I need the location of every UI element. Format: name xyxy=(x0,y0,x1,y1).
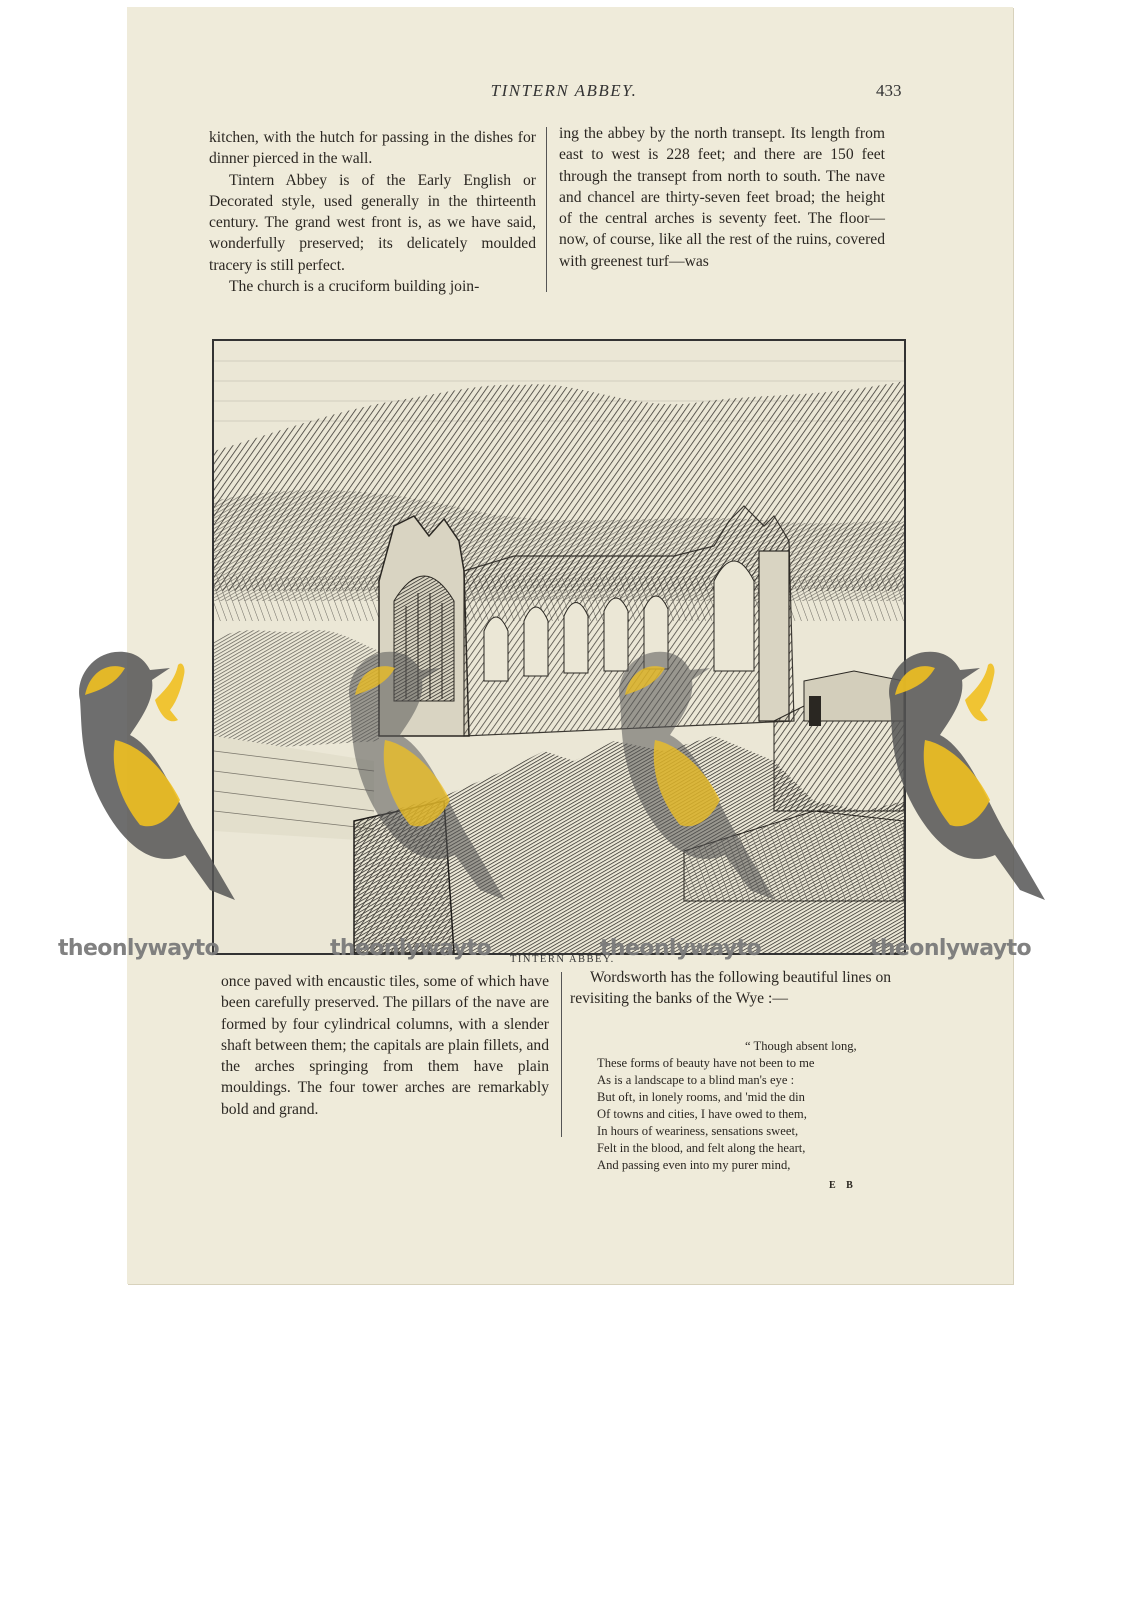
poem-line: As is a landscape to a blind man's eye : xyxy=(597,1073,795,1087)
oriole-bird-icon xyxy=(870,640,1050,915)
bottom-right-column-intro xyxy=(570,967,897,1010)
illustration-caption: TINTERN ABBEY. xyxy=(510,954,615,965)
oriole-bird-icon xyxy=(60,640,240,915)
running-title: TINTERN ABBEY. xyxy=(490,81,638,100)
paragraph: once paved with encaustic tiles, some of which have been carefully preserved. The pillars of the nave are formed by four cylindrical columns, with a slender shaft between them; the capitals are plain fillets, and the arches springing from them have plain mouldings. The four tower arches are remarkably bold and grand. xyxy=(221,973,549,1118)
paragraph: The church is a cruciform building join- xyxy=(229,278,480,296)
paragraph: Wordsworth has the following beautiful lines on revisiting the banks of the Wye :— xyxy=(570,969,892,1008)
poem-line: And passing even into my purer mind, xyxy=(597,1158,791,1172)
bottom-left-column xyxy=(221,971,549,1120)
oriole-bird-icon xyxy=(330,640,510,915)
top-left-column xyxy=(209,127,536,297)
top-right-column xyxy=(559,123,885,272)
paragraph: ing the abbey by the north transept. Its length from east to west is 228 feet; and there are 150 feet through the transept from north to south. The nave and chancel are thirty-seven feet broad; the height of the central arches is seventy feet. The floor—now, of course, like all the rest of the ruins, covered with greenest turf—was xyxy=(559,125,885,270)
wordsworth-poem xyxy=(597,1038,857,1174)
paragraph: Tintern Abbey is of the Early English or Decorated style, used generally in the thirteenth century. The grand west front is, as we have said, wonderfully preserved; its delicately moulded tracery is still perfect. xyxy=(209,171,536,274)
poem-line: In hours of weariness, sensations sweet, xyxy=(597,1124,799,1138)
poem-line: Of towns and cities, I have owed to them, xyxy=(597,1107,807,1121)
paragraph: kitchen, with the hutch for passing in the dishes for dinner pierced in the wall. xyxy=(209,129,536,168)
poem-line: Felt in the blood, and felt along the heart, xyxy=(597,1141,806,1155)
column-divider xyxy=(546,127,547,292)
poem-line: “ Though absent long, xyxy=(745,1039,857,1053)
page-number: 433 xyxy=(876,81,902,100)
oriole-bird-icon xyxy=(600,640,780,915)
watermark-text: theonlywayto xyxy=(330,936,492,961)
watermark-text: theonlywayto xyxy=(870,936,1032,961)
watermark-text: theonlywayto xyxy=(600,936,762,961)
engraving-image xyxy=(214,341,904,953)
tintern-abbey-engraving xyxy=(212,339,906,955)
signature: E B xyxy=(829,1180,857,1191)
column-divider xyxy=(561,972,562,1137)
poem-line: But oft, in lonely rooms, and 'mid the din xyxy=(597,1090,805,1104)
watermark-text: theonlywayto xyxy=(58,936,220,961)
poem-line: These forms of beauty have not been to me xyxy=(597,1056,815,1070)
